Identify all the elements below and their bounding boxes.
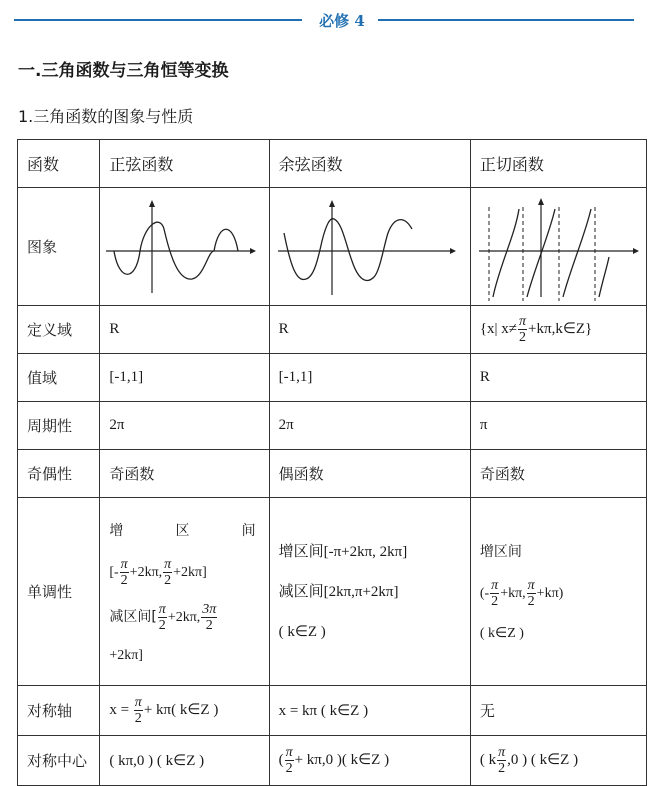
header-rule-left [14, 19, 302, 21]
pi-over-2-fraction [163, 557, 172, 588]
sin-monotonic [100, 498, 269, 686]
pi-over-2-fraction [285, 745, 294, 776]
sin-dec-mid: +2kπ, [167, 610, 201, 625]
cos-decrease-interval: 减区间[2kπ,π+2kπ] [278, 583, 399, 600]
tangent-graph [471, 189, 642, 305]
tan-axis: 无 [470, 686, 646, 736]
monotonic-row [18, 498, 647, 686]
table-header-row [18, 140, 647, 188]
header-title: 必修 4 [319, 12, 365, 30]
fraction-numerator: π [158, 602, 166, 618]
axis-row [18, 686, 647, 736]
row-label-range: 值域 [18, 354, 100, 402]
fraction-denominator: 2 [491, 593, 499, 609]
row-label-monotonic: 单调性 [18, 498, 100, 686]
fraction-numerator: π [519, 314, 527, 329]
row-label-domain: 定义域 [18, 306, 100, 354]
fraction-numerator: π [134, 695, 142, 710]
sin-increase-heading [109, 511, 259, 551]
sin-axis [100, 686, 269, 736]
tan-parity: 奇函数 [470, 450, 646, 498]
fraction-numerator: 3π [202, 602, 217, 618]
tan-graph-cell [470, 188, 646, 306]
sin-axis-post: + kπ( k∈Z ) [143, 701, 219, 718]
sin-parity: 奇函数 [100, 450, 269, 498]
pi-over-2-fraction [497, 745, 506, 776]
fraction-denominator: 2 [519, 330, 527, 345]
fraction-numerator: π [527, 577, 535, 593]
sin-dec-label: 减区间[ [109, 609, 157, 625]
cos-domain: R [269, 306, 470, 354]
tan-domain [470, 306, 646, 354]
sin-inc-close: +2kπ] [173, 565, 207, 580]
pi-over-2-fraction [527, 578, 536, 609]
cos-monotonic [269, 498, 470, 686]
sin-inc-char-2: 区 [175, 523, 190, 539]
row-label-parity: 奇偶性 [18, 450, 100, 498]
fraction-denominator: 2 [205, 618, 213, 634]
cos-k-condition: ( k∈Z ) [278, 623, 326, 640]
fraction-denominator: 2 [498, 761, 506, 776]
period-row [18, 402, 647, 450]
cos-center [269, 736, 470, 786]
tan-increase-interval [480, 572, 637, 616]
subsection-title: 1.三角函数的图象与性质 [18, 107, 194, 126]
sin-inc-char-1: 增 [109, 523, 124, 539]
cos-parity: 偶函数 [269, 450, 470, 498]
cos-center-post: + kπ,0 )( k∈Z ) [294, 751, 390, 768]
pi-over-2-fraction [120, 557, 129, 588]
cosine-graph [270, 189, 463, 305]
header-cell-cos: 余弦函数 [269, 140, 470, 188]
fraction-numerator: π [285, 745, 293, 760]
sin-graph-cell [100, 188, 269, 306]
row-label-center: 对称中心 [18, 736, 100, 786]
tan-center [470, 736, 646, 786]
sin-range: [-1,1] [100, 354, 269, 402]
page-header [0, 0, 658, 38]
tan-domain-post: +kπ,k∈Z} [528, 320, 593, 337]
pi-over-2-fraction [490, 578, 499, 609]
parity-row [18, 450, 647, 498]
trig-properties-table [17, 139, 647, 786]
header-cell-sin: 正弦函数 [100, 140, 269, 188]
tan-inc-open: (- [479, 585, 490, 601]
tan-period: π [470, 402, 646, 450]
cos-increase-interval: 增区间[-π+2kπ, 2kπ] [278, 543, 408, 560]
fraction-denominator: 2 [134, 711, 142, 726]
pi-over-2-fraction [134, 695, 143, 726]
sin-inc-mid: +2kπ, [129, 565, 163, 580]
sin-inc-char-3: 间 [241, 523, 256, 539]
section-title: 一.三角函数与三角恒等变换 [18, 61, 229, 81]
row-label-axis: 对称轴 [18, 686, 100, 736]
cos-period: 2π [269, 402, 470, 450]
header-rule-right [378, 19, 634, 21]
fraction-denominator: 2 [285, 761, 293, 776]
sin-domain: R [100, 306, 269, 354]
cos-center-open: ( [278, 751, 284, 768]
header-cell-function: 函数 [18, 140, 100, 188]
sine-graph [100, 189, 263, 305]
sin-axis-pre: x = [109, 701, 130, 718]
sin-period: 2π [100, 402, 269, 450]
range-row [18, 354, 647, 402]
center-row [18, 736, 647, 786]
tan-increase-heading: 增区间 [479, 543, 522, 560]
tan-center-open: ( k [479, 751, 497, 768]
fraction-denominator: 2 [120, 573, 128, 589]
three-pi-over-2-fraction [201, 602, 217, 633]
row-label-graph: 图象 [18, 188, 100, 306]
fraction-denominator: 2 [164, 573, 172, 589]
tan-inc-mid: +kπ, [500, 585, 526, 601]
sin-center: ( kπ,0 ) ( k∈Z ) [100, 736, 269, 786]
cos-axis: x = kπ ( k∈Z ) [269, 686, 470, 736]
fraction-numerator: π [120, 557, 128, 573]
fraction-denominator: 2 [158, 618, 166, 634]
fraction-denominator: 2 [527, 593, 535, 609]
sin-decrease-interval [109, 595, 259, 640]
cos-range: [-1,1] [269, 354, 470, 402]
fraction-numerator: π [491, 577, 499, 593]
sin-increase-interval [109, 551, 259, 595]
tan-range: R [470, 354, 646, 402]
tan-monotonic [470, 498, 646, 686]
sin-inc-open: [- [109, 565, 119, 580]
sin-decrease-tail: +2kπ] [109, 648, 143, 663]
domain-row [18, 306, 647, 354]
fraction-numerator: π [164, 557, 172, 573]
cos-graph-cell [269, 188, 470, 306]
tan-inc-close: +kπ) [536, 585, 564, 601]
graph-row [18, 188, 647, 306]
tan-domain-pre: {x| x≠ [479, 320, 518, 337]
fraction-numerator: π [498, 745, 506, 760]
tan-center-post: ,0 ) ( k∈Z ) [507, 751, 579, 768]
header-cell-tan: 正切函数 [470, 140, 646, 188]
pi-over-2-fraction [158, 602, 167, 633]
row-label-period: 周期性 [18, 402, 100, 450]
tan-k-condition: ( k∈Z ) [479, 625, 524, 641]
pi-over-2-fraction [518, 314, 527, 345]
